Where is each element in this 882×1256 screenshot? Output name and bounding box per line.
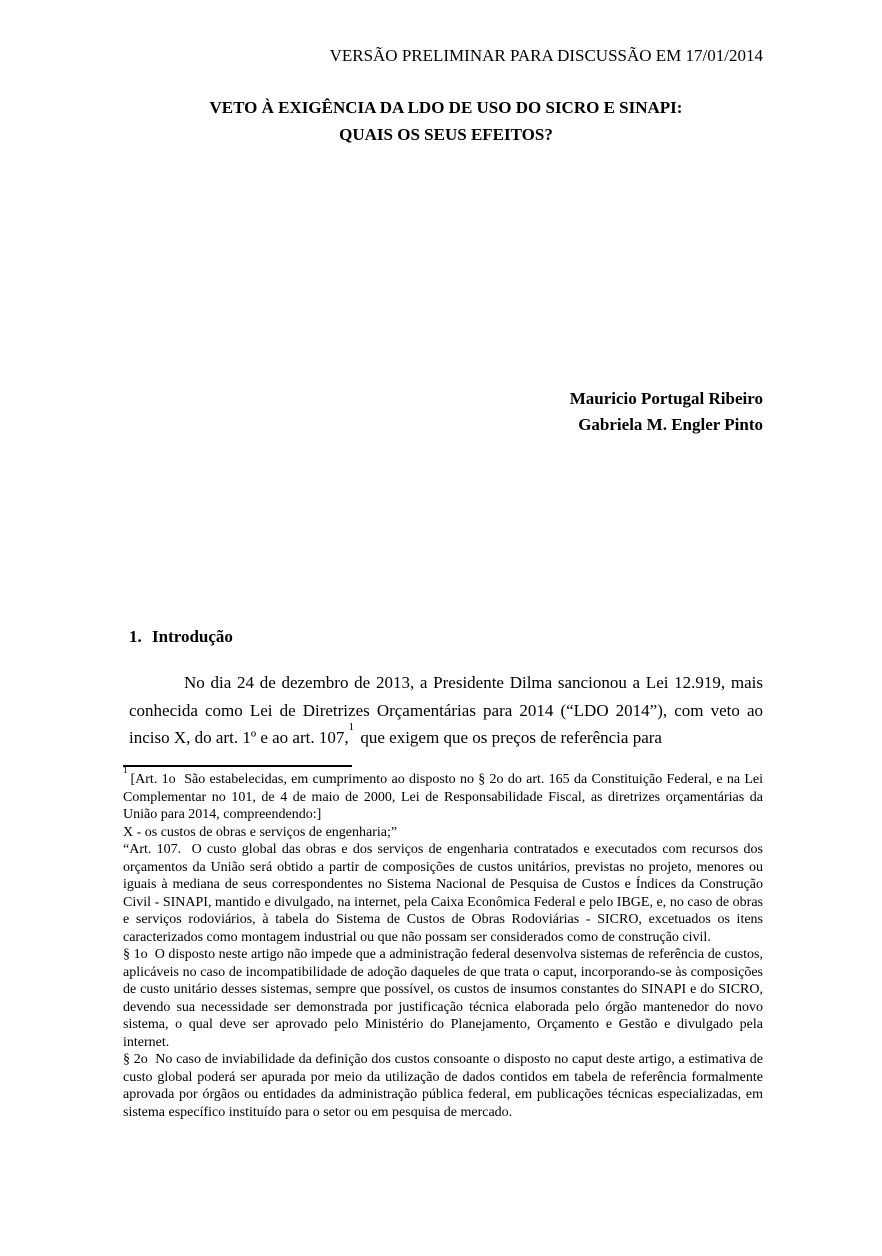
intro-text-before-ref: No dia 24 de dezembro de 2013, a Presidente Dilma sancionou a Lei 12.919, mais conhecida como Lei de Diretrizes Orçamentárias para 2014 (“LDO 2014”), com veto ao inciso X, do art. 1º e ao art. 107, [129,673,763,747]
author-name-1: Mauricio Portugal Ribeiro [569,389,763,408]
author-name-2: Gabriela M. Engler Pinto [578,415,763,434]
intro-paragraph [129,669,763,752]
preliminary-version-note: VERSÃO PRELIMINAR PARA DISCUSSÃO EM 17/01/2014 [329,46,763,65]
footnote-paragraph-par2: § 2o No caso de inviabilidade da definição dos custos consoante o disposto no caput deste artigo, a estimativa de custo global poderá ser apurada por meio da utilização de dados contidos em tabela de referência formalmente aprovada por órgãos ou entidades da administração pública federal, em publicações técnicas especializadas, em sistema específico instituído para o setor ou em pesquisa de mercado. [123,1052,763,1120]
footnote-marker-1: 1 [123,765,128,776]
footnote-paragraph-art107: “Art. 107. O custo global das obras e dos serviços de engenharia contratados e executados com recursos dos orçamentos da União será obtido a partir de composições de custos unitários, previstas no projeto, menores ou iguais à mediana de seus correspondentes no Sistema Nacional de Pesquisa de Custos e Índices da Construção Civil - SINAPI, mantido e divulgado, na internet, pela Caixa Econômica Federal e pelo IBGE, e, no caso de obras e serviços rodoviários, à tabela do Sistema de Custos de Obras Rodoviárias - SICRO, excetuados os itens caracterizados como montagem industrial ou que não possam ser considerados como de construção civil. [123,842,763,945]
footnote-separator-rule [123,765,352,767]
document-title [129,94,763,148]
footnote-paragraph-par1: § 1o O disposto neste artigo não impede que a administração federal desenvolva sistemas de referência de custos, aplicáveis no caso de incompatibilidade de adoção daqueles de que trata o caput, incorporando-se às composições de custo unitário desses sistemas, sempre que possível, os custos de insumos constantes do SINAPI e do SICRO, devendo sua necessidade ser demonstrada por justificação técnica elaborada pelo órgão mantenedor do novo sistema, o qual deve ser aprovado pelo Ministério do Planejamento, Orçamento e Gestão e divulgado pela internet. [123,947,763,1050]
section-heading-introducao [129,623,763,650]
footnote-paragraph-inciso-x: X - os custos de obras e serviços de engenharia;” [123,824,398,840]
intro-text-after-ref: que exigem que os preços de referência para [356,728,662,747]
footnote-text-art1: [Art. 1o São estabelecidas, em cumprimento ao disposto no § 2o do art. 165 da Constituição Federal, e na Lei Complementar no 101, de 4 de maio de 2000, Lei de Responsabilidade Fiscal, as diretrizes orçamentárias da União para 2014, compreendendo:] [123,772,763,822]
footnote-paragraph-art1 [123,765,763,824]
title-line-1: VETO À EXIGÊNCIA DA LDO DE USO DO SICRO E SINAPI: [209,98,683,117]
section-number: 1. [129,627,142,646]
section-title: Introdução [152,627,233,646]
authors-block [129,386,763,438]
footnote-1 [123,765,763,1121]
footnote-reference-1: 1 [348,721,355,734]
title-line-2: QUAIS OS SEUS EFEITOS? [339,125,553,144]
